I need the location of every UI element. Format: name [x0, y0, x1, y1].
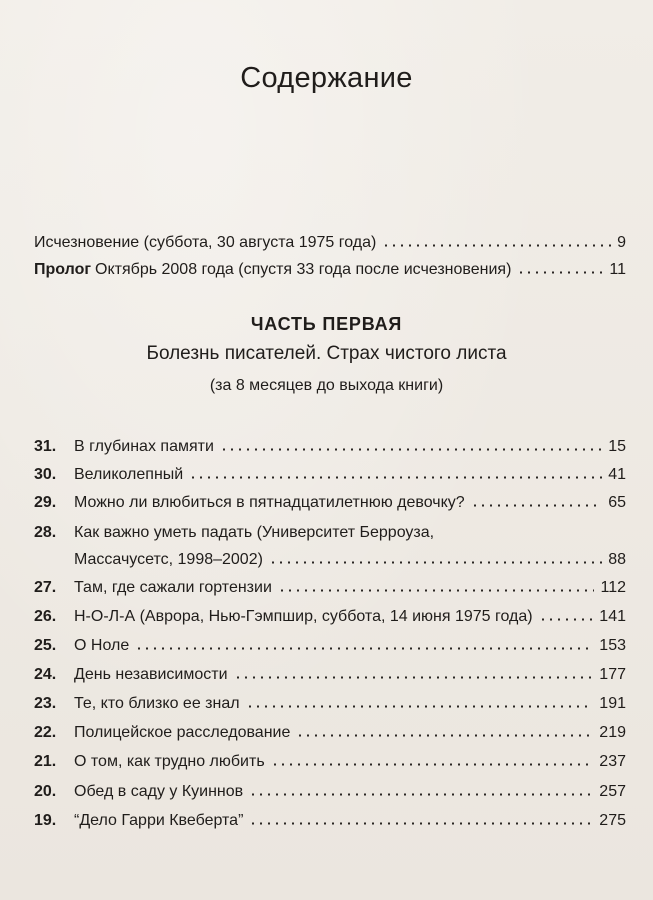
page-number: 65 — [608, 494, 626, 511]
prologue-label: Пролог — [34, 261, 92, 278]
page-number: 9 — [617, 234, 626, 251]
page-number: 177 — [599, 666, 626, 683]
chapter-title-continuation: Массачусетс, 1998–2002) — [74, 551, 263, 568]
chapter-number: 24. — [34, 666, 57, 683]
page-number: 11 — [609, 261, 626, 278]
chapter-number: 29. — [34, 494, 57, 511]
chapter-title: День независимости — [74, 666, 228, 683]
page-title: Содержание — [240, 62, 413, 94]
chapter-number: 27. — [34, 579, 57, 596]
chapter-title: Там, где сажали гортензии — [74, 579, 272, 596]
chapter-row — [34, 811, 626, 831]
chapter-row — [34, 782, 626, 802]
chapter-title: О Ноле — [74, 637, 130, 654]
chapter-row — [34, 523, 626, 543]
page-number: 257 — [599, 783, 626, 800]
chapter-row — [34, 636, 626, 656]
chapter-number: 20. — [34, 783, 57, 800]
dot-leader — [539, 618, 594, 621]
chapter-row — [34, 694, 626, 714]
chapter-row — [34, 665, 626, 685]
part-note: (за 8 месяцев до выхода книги) — [209, 377, 444, 394]
chapter-number: 28. — [34, 524, 57, 541]
dot-leader — [249, 822, 593, 825]
page-number: 112 — [600, 579, 626, 596]
chapter-title: “Дело Гарри Квеберта” — [74, 812, 244, 829]
chapter-number: 23. — [34, 695, 57, 712]
page-number: 237 — [599, 753, 626, 770]
dot-leader — [269, 561, 602, 564]
toc-entry-title: Исчезновение (суббота, 30 августа 1975 года) — [34, 234, 377, 251]
chapter-row — [34, 437, 626, 457]
page-number: 153 — [599, 637, 626, 654]
dot-leader — [249, 793, 593, 796]
chapter-number: 26. — [34, 608, 57, 625]
dot-leader — [271, 763, 594, 766]
toc-entry-title: Октябрь 2008 года (спустя 33 года после исчезновения) — [95, 261, 512, 278]
dot-leader — [382, 244, 611, 247]
part-title: ЧАСТЬ ПЕРВАЯ — [250, 314, 403, 334]
dot-leader — [278, 589, 595, 592]
page-number: 191 — [599, 695, 626, 712]
page-number: 275 — [599, 812, 626, 829]
page-number: 219 — [599, 724, 626, 741]
chapter-row — [34, 723, 626, 743]
dot-leader — [189, 476, 602, 479]
dot-leader — [246, 705, 594, 708]
toc-row-prologue — [34, 260, 626, 280]
dot-leader — [517, 271, 603, 274]
chapter-title: Н-О-Л-А (Аврора, Нью-Гэмпшир, суббота, 14 июня 1975 года) — [74, 608, 533, 625]
chapter-row — [34, 493, 626, 513]
chapter-number: 21. — [34, 753, 57, 770]
chapter-title: О том, как трудно любить — [74, 753, 265, 770]
page-number: 141 — [599, 608, 626, 625]
dot-leader — [296, 734, 593, 737]
page-number: 15 — [608, 438, 626, 455]
chapter-number: 22. — [34, 724, 57, 741]
chapter-title: В глубинах памяти — [74, 438, 214, 455]
chapter-title-continuation-row — [74, 550, 626, 570]
chapter-number: 30. — [34, 466, 57, 483]
dot-leader — [220, 448, 602, 451]
chapter-title: Можно ли влюбиться в пятнадцатилетнюю девочку? — [74, 494, 465, 511]
page-number: 88 — [608, 551, 626, 568]
chapter-title: Полицейское расследование — [74, 724, 291, 741]
chapter-title: Великолепный — [74, 466, 184, 483]
dot-leader — [135, 647, 593, 650]
part-subtitle: Болезнь писателей. Страх чистого листа — [146, 343, 507, 364]
chapter-row — [34, 465, 626, 485]
page-number: 41 — [608, 466, 626, 483]
chapter-row — [34, 752, 626, 772]
toc-row-disappearance — [34, 233, 626, 253]
chapter-number: 19. — [34, 812, 57, 829]
dot-leader — [234, 676, 594, 679]
chapter-row — [34, 578, 626, 598]
chapter-row — [34, 607, 626, 627]
chapter-title: Те, кто близко ее знал — [74, 695, 240, 712]
chapter-number: 31. — [34, 438, 57, 455]
chapter-number: 25. — [34, 637, 57, 654]
chapter-title: Как важно уметь падать (Университет Берроуза, — [74, 524, 435, 541]
chapter-title: Обед в саду у Куиннов — [74, 783, 244, 800]
dot-leader — [471, 504, 603, 507]
